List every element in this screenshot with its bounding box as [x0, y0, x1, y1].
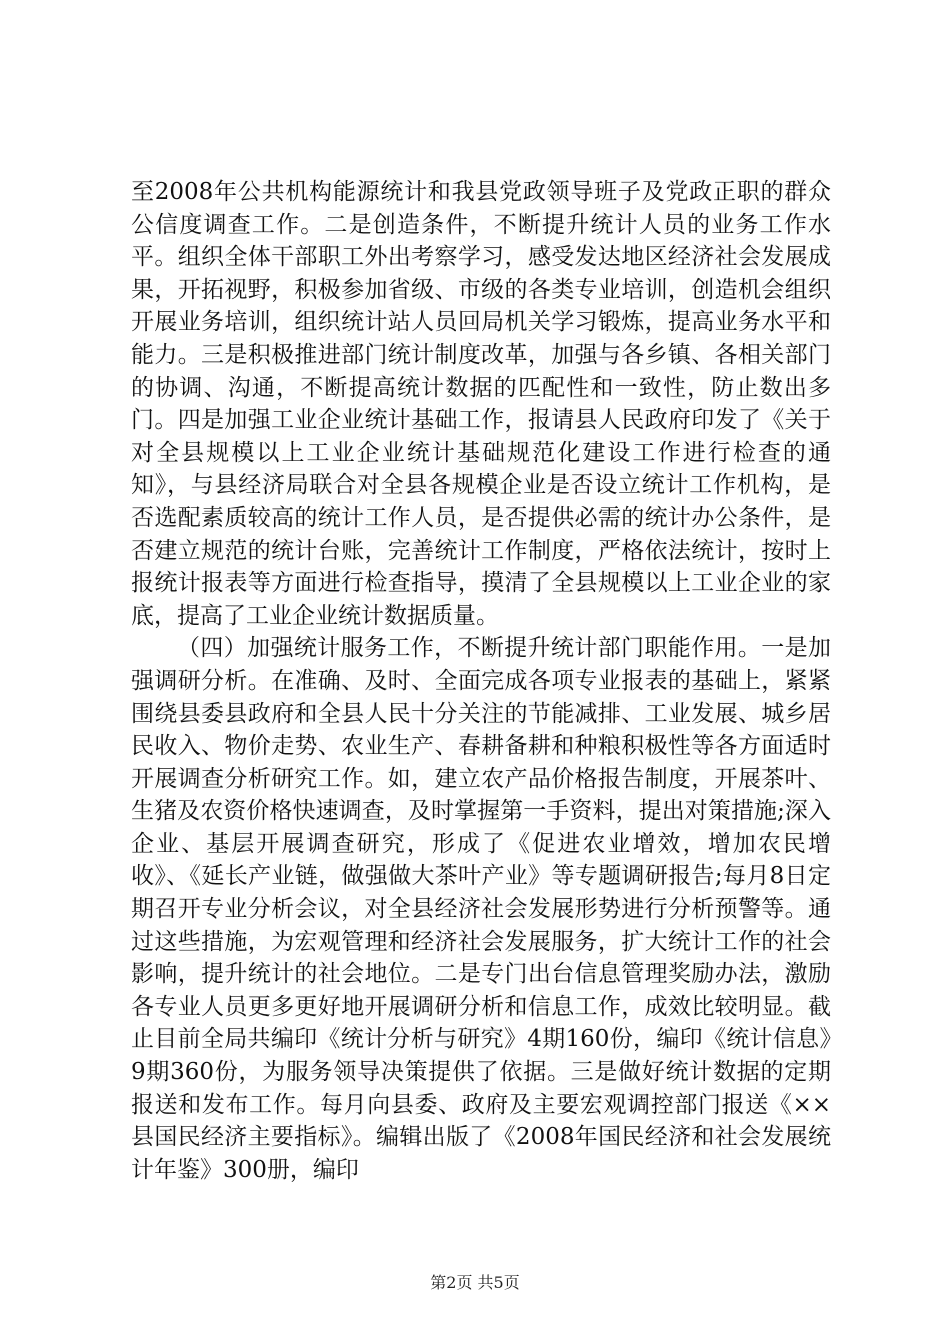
- document-body: [131, 176, 831, 1186]
- body-paragraph-2: （四）加强统计服务工作，不断提升统计部门职能作用。一是加强调研分析。在准确、及时、全面完成各项专业报表的基础上，紧紧围绕县委县政府和全县人民十分关注的节能减排、工业发展、城乡居民收入、物价走势、农业生产、春耕备耕和种粮积极性等各方面适时开展调查分析研究工作。如，建立农产品价格报告制度，开展茶叶、生猪及农资价格快速调查，及时掌握第一手资料，提出对策措施;深入企业、基层开展调查研究，形成了《促进农业增效，增加农民增收》、《延长产业链，做强做大茶叶产业》等专题调研报告;每月8日定期召开专业分析会议，对全县经济社会发展形势进行分析预警等。通过这些措施，为宏观管理和经济社会发展服务，扩大统计工作的社会影响，提升统计的社会地位。二是专门出台信息管理奖励办法，激励各专业人员更多更好地开展调研分析和信息工作，成效比较明显。截止目前全局共编印《统计分析与研究》4期160份，编印《统计信息》9期360份，为服务领导决策提供了依据。三是做好统计数据的定期报送和发布工作。每月向县委、政府及主要宏观调控部门报送《××县国民经济主要指标》。编辑出版了《2008年国民经济和社会发展统计年鉴》300册，编印: [131, 635, 831, 1183]
- body-paragraph-1: 至2008年公共机构能源统计和我县党政领导班子及党政正职的群众公信度调查工作。二是创造条件，不断提升统计人员的业务工作水平。组织全体干部职工外出考察学习，感受发达地区经济社会发展成果，开拓视野，积极参加省级、市级的各类专业培训，创造机会组织开展业务培训，组织统计站人员回局机关学习锻炼，提高业务水平和能力。三是积极推进部门统计制度改革，加强与各乡镇、各相关部门的协调、沟通，不断提高统计数据的匹配性和一致性，防止数出多门。四是加强工业企业统计基础工作，报请县人民政府印发了《关于对全县规模以上工业企业统计基础规范化建设工作进行检查的通知》，与县经济局联合对全县各规模企业是否设立统计工作机构，是否选配素质较高的统计工作人员，是否提供必需的统计办公条件，是否建立规范的统计台账，完善统计工作制度，严格依法统计，按时上报统计报表等方面进行检查指导，摸清了全县规模以上工业企业的家底，提高了工业企业统计数据质量。: [131, 179, 831, 629]
- page-number-footer: 第2页 共5页: [430, 1273, 520, 1292]
